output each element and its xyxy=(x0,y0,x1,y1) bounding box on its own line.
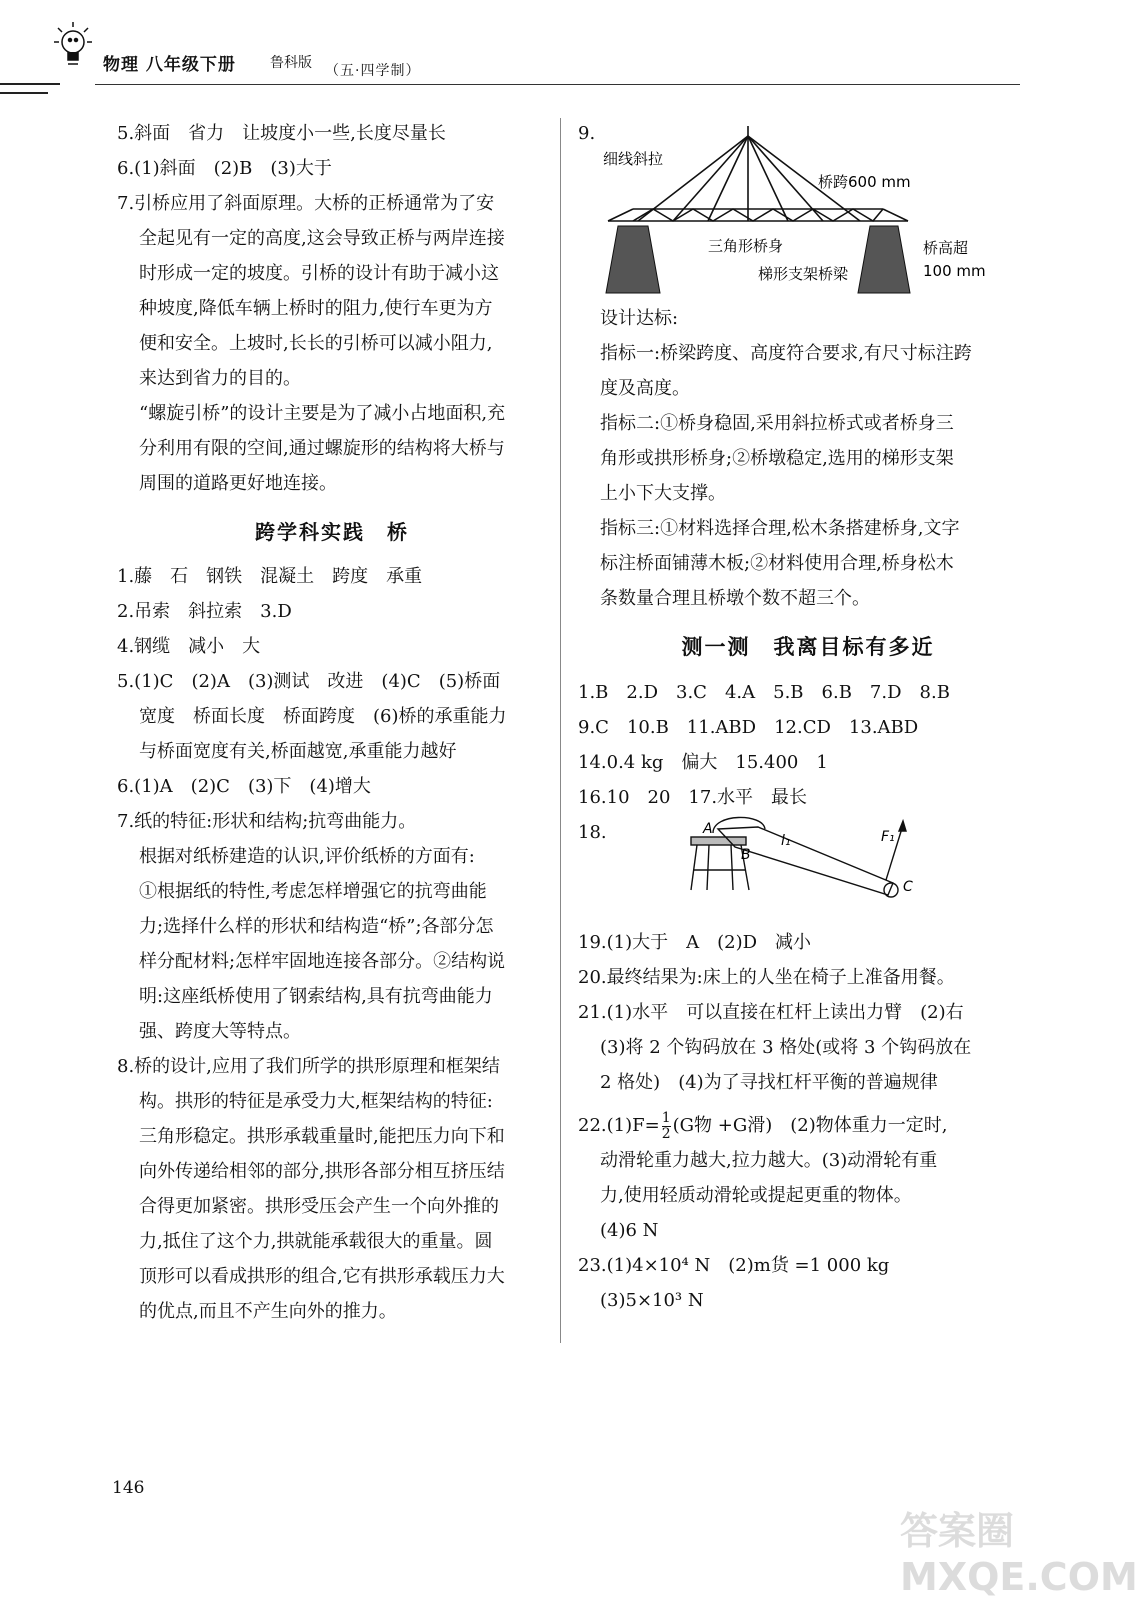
header-decoration-line xyxy=(0,92,48,94)
answer-line: 根据对纸桥建造的认识,评价纸桥的方面有: xyxy=(139,846,475,867)
answer-line: 合得更加紧密。拱形受压会产生一个向外推的 xyxy=(139,1196,499,1217)
answer-line: 指标三:①材料选择合理,松木条搭建桥身,文字 xyxy=(600,518,960,539)
section-title: 跨学科实践 桥 xyxy=(255,520,409,544)
answer-line: 21.(1)水平 可以直接在杠杆上读出力臂 (2)右 xyxy=(578,1002,964,1023)
answer-line: 5.(1)C (2)A (3)测试 改进 (4)C (5)桥面 xyxy=(117,671,501,692)
answer-line: 顶形可以看成拱形的组合,它有拱形承载压力大 xyxy=(139,1266,505,1287)
answer-line: 6.(1)斜面 (2)B (3)大于 xyxy=(117,158,332,179)
answer-line: 度及高度。 xyxy=(600,378,690,399)
watermark xyxy=(900,1500,1138,1600)
answer-line: 2 格处) (4)为了寻找杠杆平衡的普遍规律 xyxy=(600,1072,938,1093)
answer-line: 23.(1)4×10⁴ N (2)m货 =1 000 kg xyxy=(578,1255,890,1276)
q9-block xyxy=(578,116,1038,301)
question-number: 18. xyxy=(578,822,607,843)
column-divider xyxy=(560,118,561,1343)
answer-line: (3)5×10³ N xyxy=(600,1290,704,1311)
answer-line: 5.斜面 省力 让坡度小一些,长度尽量长 xyxy=(117,123,446,144)
answer-line: 8.桥的设计,应用了我们所学的拱形原理和框架结 xyxy=(117,1056,500,1077)
lightbulb-icon xyxy=(52,18,94,74)
answer-line: 16.10 20 17.水平 最长 xyxy=(578,787,808,808)
answer-line: 9.C 10.B 11.ABD 12.CD 13.ABD xyxy=(578,717,919,738)
answer-line: 强、跨度大等特点。 xyxy=(139,1021,301,1042)
answer-line: 来达到省力的目的。 xyxy=(139,368,301,389)
formula-prefix: 22.(1)F= xyxy=(578,1115,660,1136)
answer-line: 力;选择什么样的形状和结构造“桥”;各部分怎 xyxy=(139,916,494,937)
answer-line: 力,抵住了这个力,拱就能承载很大的重量。圆 xyxy=(139,1231,493,1252)
answer-line: 的优点,而且不产生向外的推力。 xyxy=(139,1301,397,1322)
answer-line: 便和安全。上坡时,长长的引桥可以减小阻力, xyxy=(139,333,493,354)
span-label: 桥跨600 mm xyxy=(818,173,911,191)
q18-block xyxy=(578,815,1038,925)
fraction-denominator: 2 xyxy=(661,1125,671,1142)
answer-line: 向外传递给相邻的部分,拱形各部分相互挤压结 xyxy=(139,1161,505,1182)
point-a-label: A xyxy=(703,821,713,837)
answer-line: 全起见有一定的高度,这会导致正桥与两岸连接 xyxy=(139,228,505,249)
header-decoration-line xyxy=(0,83,60,85)
answer-line: ①根据纸的特性,考虑怎样增强它的抗弯曲能 xyxy=(139,881,487,902)
answer-line: 1.藤 石 钢铁 混凝土 跨度 承重 xyxy=(117,566,423,587)
truss-label: 三角形桥身 xyxy=(708,237,784,255)
answer-line: 19.(1)大于 A (2)D 减小 xyxy=(578,932,812,953)
header-rule xyxy=(95,84,1020,85)
answer-line: 指标一:桥梁跨度、高度符合要求,有尺寸标注跨 xyxy=(600,343,972,364)
answer-line: 条数量合理且桥墩个数不超三个。 xyxy=(600,588,870,609)
answer-line: 力,使用轻质动滑轮或提起更重的物体。 xyxy=(600,1185,912,1206)
answer-line: 6.(1)A (2)C (3)下 (4)增大 xyxy=(117,776,371,797)
fraction-numerator: 1 xyxy=(661,1109,671,1126)
height-value: 100 mm xyxy=(923,262,986,280)
answer-line: 三角形稳定。拱形承载重量时,能把压力向下和 xyxy=(139,1126,505,1147)
beam-label: 梯形支架桥梁 xyxy=(758,265,849,283)
answer-line: 时形成一定的坡度。引桥的设计有助于减小这 xyxy=(139,263,499,284)
answer-line: 指标二:①桥身稳固,采用斜拉桥式或者桥身三 xyxy=(600,413,954,434)
answer-line: (4)6 N xyxy=(600,1220,659,1241)
q22-line xyxy=(578,1108,1038,1143)
answer-line: 分利用有限的空间,通过螺旋形的结构将大桥与 xyxy=(139,438,505,459)
header-system: （五·四学制） xyxy=(325,63,421,79)
cable-label: 细线斜拉 xyxy=(603,150,664,168)
question-number: 9. xyxy=(578,123,596,144)
point-c-label: C xyxy=(903,879,913,895)
height-label: 桥高超 xyxy=(923,239,969,257)
answer-line: 宽度 桥面长度 桥面跨度 (6)桥的承重能力 xyxy=(139,706,507,727)
right-pier xyxy=(858,226,910,293)
force-f1-label: F₁ xyxy=(881,829,895,845)
lever-diagram xyxy=(683,815,933,920)
watermark-text: 答案圈 MXQE.COM xyxy=(900,1509,1138,1599)
answer-line: 明:这座纸桥使用了钢索结构,具有抗弯曲能力 xyxy=(139,986,493,1007)
answer-line: 14.0.4 kg 偏大 15.400 1 xyxy=(578,752,828,773)
answer-line: 上小下大支撑。 xyxy=(600,483,726,504)
answer-line: 与桥面宽度有关,桥面越宽,承重能力越好 xyxy=(139,741,457,762)
arm-l1-label: l₁ xyxy=(781,833,791,849)
left-pier xyxy=(606,226,660,293)
answer-line: 7.纸的特征:形状和结构;抗弯曲能力。 xyxy=(117,811,417,832)
answer-line: 构。拱形的特征是承受力大,框架结构的特征: xyxy=(139,1091,493,1112)
bridge-diagram xyxy=(598,121,1018,301)
right-column xyxy=(578,116,1038,1318)
answer-line: 标注桥面铺薄木板;②材料使用合理,桥身松木 xyxy=(600,553,954,574)
answer-line: (3)将 2 个钩码放在 3 格处(或将 3 个钩码放在 xyxy=(600,1037,972,1058)
answer-line: 4.钢缆 减小 大 xyxy=(117,636,261,657)
answer-line: 1.B 2.D 3.C 4.A 5.B 6.B 7.D 8.B xyxy=(578,682,950,703)
left-column xyxy=(117,116,547,1329)
answer-line: 角形或拱形桥身;②桥墩稳定,选用的梯形支架 xyxy=(600,448,954,469)
answer-line: 周围的道路更好地连接。 xyxy=(139,473,337,494)
answer-line: 设计达标: xyxy=(600,308,679,329)
fraction xyxy=(662,1111,671,1142)
answer-line: 样分配材料;怎样牢固地连接各部分。②结构说 xyxy=(139,951,506,972)
answer-line: 动滑轮重力越大,拉力越大。(3)动滑轮有重 xyxy=(600,1150,938,1171)
point-b-label: B xyxy=(741,847,751,863)
header-edition: 鲁科版 xyxy=(270,55,312,71)
answer-line: 种坡度,降低车辆上桥时的阻力,使行车更为方 xyxy=(139,298,493,319)
section-title: 测一测 我离目标有多近 xyxy=(681,635,935,659)
answer-line: 20.最终结果为:床上的人坐在椅子上准备用餐。 xyxy=(578,967,955,988)
answer-line: 2.吊索 斜拉索 3.D xyxy=(117,601,292,622)
formula-suffix: (G物 +G滑) (2)物体重力一定时, xyxy=(672,1115,948,1136)
answer-line: “螺旋引桥”的设计主要是为了减小占地面积,充 xyxy=(139,403,506,424)
answer-line: 7.引桥应用了斜面原理。大桥的正桥通常为了安 xyxy=(117,193,495,214)
page-number: 146 xyxy=(112,1478,145,1498)
header-title: 物理 八年级下册 xyxy=(103,55,236,75)
